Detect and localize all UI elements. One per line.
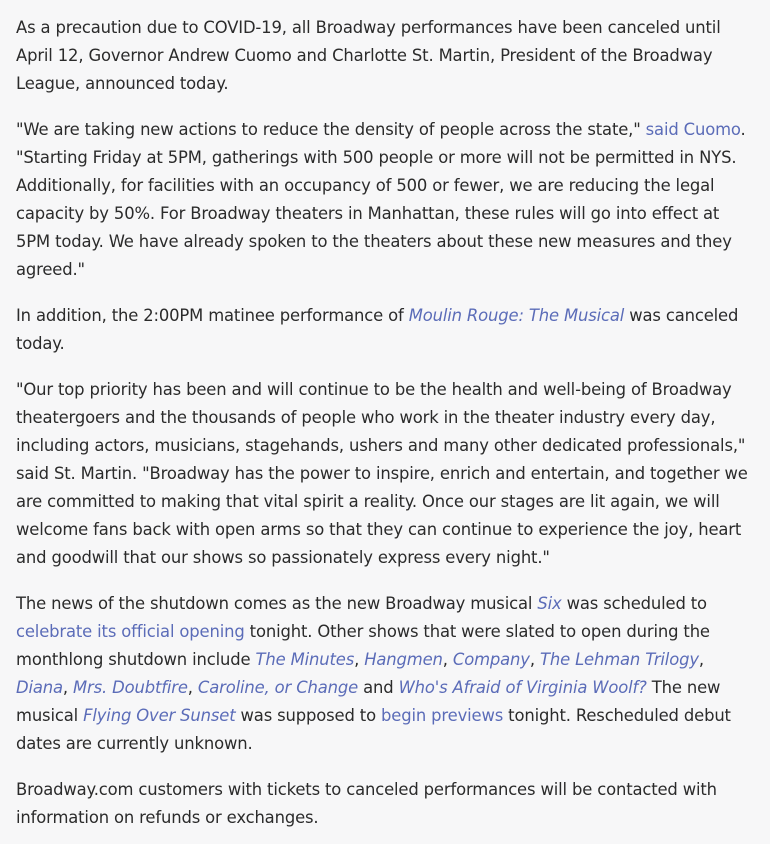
moulin-rouge-title: Moulin Rouge: The Musical xyxy=(408,306,625,325)
paragraph-customers: Broadway.com customers with tickets to canceled performances will be contacted with information on refunds or exchanges. xyxy=(16,780,717,827)
six-title: Six xyxy=(537,594,562,613)
separator: , xyxy=(529,650,540,669)
separator: , xyxy=(698,650,704,669)
shutdown-text-1: The news of the shutdown comes as the new Broadway musical xyxy=(16,594,538,613)
paragraph-shutdown-shows xyxy=(16,590,756,758)
the-minutes-title: The Minutes xyxy=(255,650,355,669)
paragraph-intro: As a precaution due to COVID-19, all Broadway performances have been canceled until April 12, Governor Andrew Cuomo and Charlotte St. Martin, President of the Broadway League, announced today. xyxy=(16,18,721,93)
caroline-or-change-title: Caroline, or Change xyxy=(197,678,359,697)
mrs-doubtfire-title: Mrs. Doubtfire xyxy=(73,678,188,697)
moulin-rouge-link[interactable] xyxy=(409,306,624,325)
hangmen-title: Hangmen xyxy=(364,650,443,669)
shutdown-text-3: tonight. Other shows that were slated to open during the monthlong shutdown include xyxy=(16,622,710,669)
the-minutes-link[interactable] xyxy=(256,650,355,669)
diana-link[interactable] xyxy=(16,678,63,697)
celebrate-opening-link[interactable]: celebrate its official opening xyxy=(16,622,245,641)
separator: , xyxy=(442,650,453,669)
separator: , xyxy=(354,650,365,669)
separator: , xyxy=(62,678,74,697)
shutdown-text-4: and xyxy=(358,678,399,697)
mrs-doubtfire-link[interactable] xyxy=(73,678,188,697)
lehman-trilogy-link[interactable] xyxy=(540,650,699,669)
flying-over-sunset-title: Flying Over Sunset xyxy=(83,706,236,725)
shutdown-text-7: tonight. Rescheduled debut dates are currently unknown. xyxy=(16,706,731,753)
company-link[interactable] xyxy=(453,650,530,669)
virginia-woolf-link[interactable] xyxy=(399,678,647,697)
said-cuomo-link[interactable]: said Cuomo xyxy=(645,120,741,139)
shutdown-text-2: was scheduled to xyxy=(561,594,707,613)
company-title: Company xyxy=(452,650,530,669)
caroline-or-change-link[interactable] xyxy=(198,678,358,697)
hangmen-link[interactable] xyxy=(364,650,443,669)
six-link[interactable] xyxy=(537,594,561,613)
flying-over-sunset-link[interactable] xyxy=(83,706,235,725)
separator: , xyxy=(187,678,198,697)
cuomo-quote-start: "We are taking new actions to reduce the density of people across the state," xyxy=(16,120,646,139)
cuomo-quote-rest: . "Starting Friday at 5PM, gatherings with 500 people or more will not be permitted in NYS. Additionally, for facilities with an occupancy of 500 or fewer, we are reducing the legal capacity by 50%. For Broadway theaters in Manhattan, these rules will go into effect at 5PM today. We have already spoken to the theaters about these new measures and they agreed." xyxy=(16,120,746,279)
matinee-text-before: In addition, the 2:00PM matinee performance of xyxy=(16,306,409,325)
begin-previews-link[interactable]: begin previews xyxy=(381,706,504,725)
shutdown-text-6: was supposed to xyxy=(235,706,382,725)
diana-title: Diana xyxy=(16,678,63,697)
paragraph-matinee xyxy=(16,302,756,358)
matinee-text-after: was canceled today. xyxy=(16,306,739,353)
virginia-woolf-title: Who's Afraid of Virginia Woolf? xyxy=(398,678,647,697)
lehman-trilogy-title: The Lehman Trilogy xyxy=(539,650,699,669)
paragraph-cuomo-quote xyxy=(16,116,756,284)
shutdown-text-5: The new musical xyxy=(16,678,721,725)
paragraph-st-martin-quote: "Our top priority has been and will continue to be the health and well-being of Broadway theatergoers and the thousands of people who work in the theater industry every day, including actors, musicians, stagehands, ushers and many other dedicated professionals," said St. Martin. "Broadway has the power to inspire, enrich and entertain, and together we are committed to making that vital spirit a reality. Once our stages are lit again, we will welcome fans back with open arms so that they can continue to experience the joy, heart and goodwill that our shows so passionately express every night." xyxy=(16,380,748,567)
